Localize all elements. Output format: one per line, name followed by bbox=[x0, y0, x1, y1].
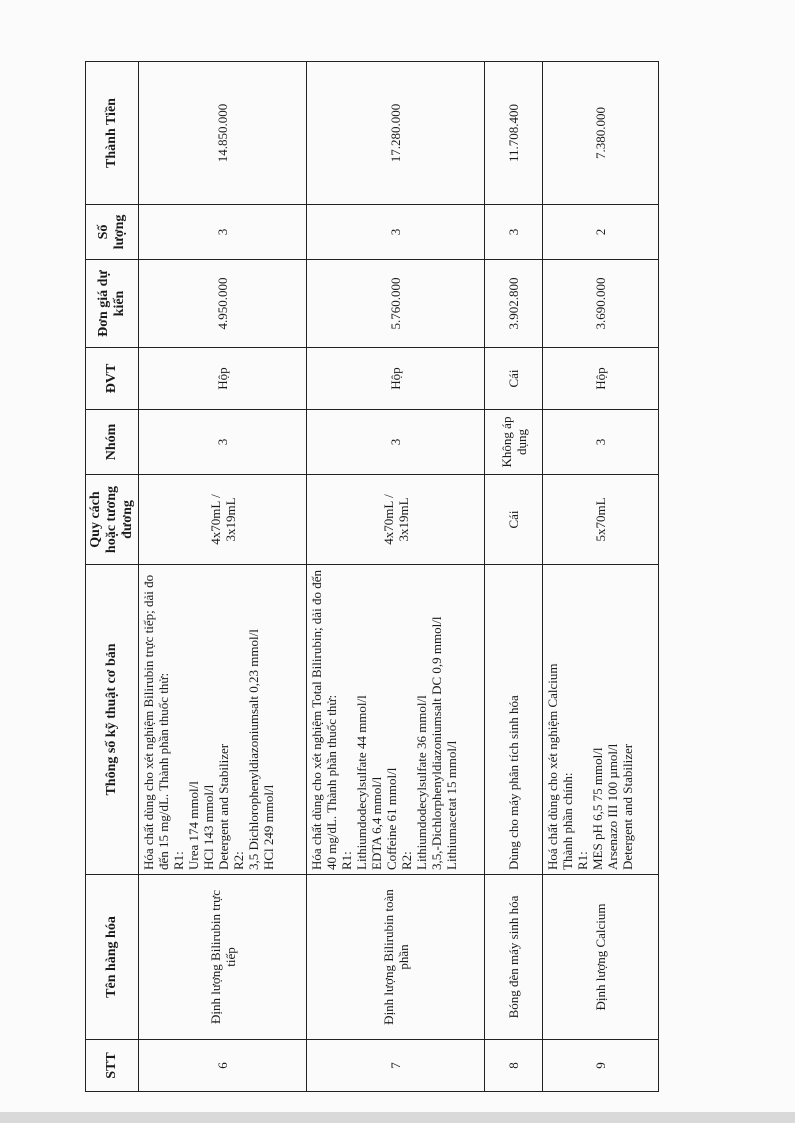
cell-name: Định lượng Calcium bbox=[543, 875, 659, 1040]
cell-price: 3.902.800 bbox=[485, 260, 543, 348]
cell-unit: Hộp bbox=[307, 348, 485, 410]
cell-spec bbox=[543, 565, 659, 875]
scan-edge-shadow bbox=[0, 1112, 795, 1123]
header-price: Đơn giá dự kiến bbox=[86, 260, 139, 348]
cell-qty: 3 bbox=[307, 205, 485, 260]
cell-stt: 6 bbox=[139, 1040, 307, 1092]
header-pack: Quy cách hoặc tương đương bbox=[86, 475, 139, 565]
spec-line: Lithiumacetat 15 mmol/l bbox=[444, 740, 459, 870]
cell-total: 7.380.000 bbox=[543, 62, 659, 205]
spec-line: Detergent and Stabilizer bbox=[620, 743, 635, 870]
spec-line: Arsenazo III 100 µmol/l bbox=[605, 743, 620, 870]
cell-price: 3.690.000 bbox=[543, 260, 659, 348]
table-row bbox=[543, 62, 659, 1092]
header-row bbox=[86, 62, 139, 1092]
spec-line: MES pH 6,5 75 mmol/l bbox=[590, 747, 605, 870]
cell-unit: Hộp bbox=[139, 348, 307, 410]
spec-line: Thành phần chính: bbox=[560, 772, 575, 870]
spec-line: Hóa chất dùng cho xét nghiệm Total Bilirubin; dải đo đến 40 mg/dL. Thành phần thuốc thử: bbox=[309, 570, 339, 870]
cell-name: Định lượng Bilirubin trực tiếp bbox=[139, 875, 307, 1040]
cell-stt: 8 bbox=[485, 1040, 543, 1092]
cell-pack: 5x70mL bbox=[543, 475, 659, 565]
cell-stt: 9 bbox=[543, 1040, 659, 1092]
cell-group: Không áp dụng bbox=[485, 410, 543, 475]
cell-stt: 7 bbox=[307, 1040, 485, 1092]
spec-line: Coffeine 61 mmol/l bbox=[384, 767, 399, 870]
spec-line: Urea 174 mmol/l bbox=[186, 781, 201, 870]
cell-pack: Cái bbox=[485, 475, 543, 565]
spec-line: Lithiumdodecylsulfate 44 mmol/l bbox=[354, 695, 369, 870]
table-row bbox=[307, 62, 485, 1092]
cell-price: 5.760.000 bbox=[307, 260, 485, 348]
cell-total: 11.708.400 bbox=[485, 62, 543, 205]
goods-table bbox=[85, 61, 659, 1092]
spec-line: Dùng cho máy phân tích sinh hóa bbox=[506, 695, 521, 870]
cell-group: 3 bbox=[543, 410, 659, 475]
header-group: Nhóm bbox=[86, 410, 139, 475]
cell-unit: Cái bbox=[485, 348, 543, 410]
cell-name: Định lượng Bilirubin toàn phần bbox=[307, 875, 485, 1040]
spec-line: Lithiumdodecylsulfate 36 mmol/l bbox=[414, 695, 429, 870]
spec-line: Hoá chất dùng cho xét nghiệm Calcium bbox=[545, 663, 560, 870]
spec-line: Detergent and Stabilizer bbox=[216, 743, 231, 870]
cell-qty: 2 bbox=[543, 205, 659, 260]
spec-line: HCl 143 mmol/l bbox=[201, 784, 216, 870]
header-spec: Thông số kỹ thuật cơ bản bbox=[86, 565, 139, 875]
cell-qty: 3 bbox=[139, 205, 307, 260]
spec-line: R1: bbox=[339, 851, 354, 870]
spec-line: 3,5 Dichlorophenyldiazoniumsalt 0,23 mmol/l bbox=[246, 629, 261, 870]
cell-unit: Hộp bbox=[543, 348, 659, 410]
cell-price: 4.950.000 bbox=[139, 260, 307, 348]
spec-line: EDTA 6,4 mmol/l bbox=[369, 776, 384, 870]
table-row bbox=[139, 62, 307, 1092]
cell-group: 3 bbox=[139, 410, 307, 475]
cell-spec bbox=[307, 565, 485, 875]
header-name: Tên hàng hóa bbox=[86, 875, 139, 1040]
header-total: Thành Tiền bbox=[86, 62, 139, 205]
spec-line: R1: bbox=[171, 851, 186, 870]
header-unit: ĐVT bbox=[86, 348, 139, 410]
spec-line: HCl 249 mmol/l bbox=[261, 784, 276, 870]
cell-total: 14.850.000 bbox=[139, 62, 307, 205]
spec-line: R2: bbox=[231, 851, 246, 870]
spec-line: R2: bbox=[399, 851, 414, 870]
rotated-table-container bbox=[85, 62, 655, 1092]
cell-spec bbox=[485, 565, 543, 875]
cell-group: 3 bbox=[307, 410, 485, 475]
table-row bbox=[485, 62, 543, 1092]
spec-line: 3,5,-Dichlorphenyldiazoniumsalt DC 0,9 mmol/l bbox=[429, 616, 444, 870]
header-stt: STT bbox=[86, 1040, 139, 1092]
spec-line: Hóa chất dùng cho xét nghiệm Bilirubin trực tiếp; dải đo đến 15 mg/dL. Thành phần thuốc thử: bbox=[141, 574, 171, 870]
header-qty: Số lượng bbox=[86, 205, 139, 260]
cell-pack: 4x70mL / 3x19mL bbox=[139, 475, 307, 565]
cell-name: Bóng đèn máy sinh hóa bbox=[485, 875, 543, 1040]
cell-pack: 4x70mL / 3x19mL bbox=[307, 475, 485, 565]
cell-total: 17.280.000 bbox=[307, 62, 485, 205]
cell-qty: 3 bbox=[485, 205, 543, 260]
cell-spec bbox=[139, 565, 307, 875]
spec-line: R1: bbox=[575, 851, 590, 870]
